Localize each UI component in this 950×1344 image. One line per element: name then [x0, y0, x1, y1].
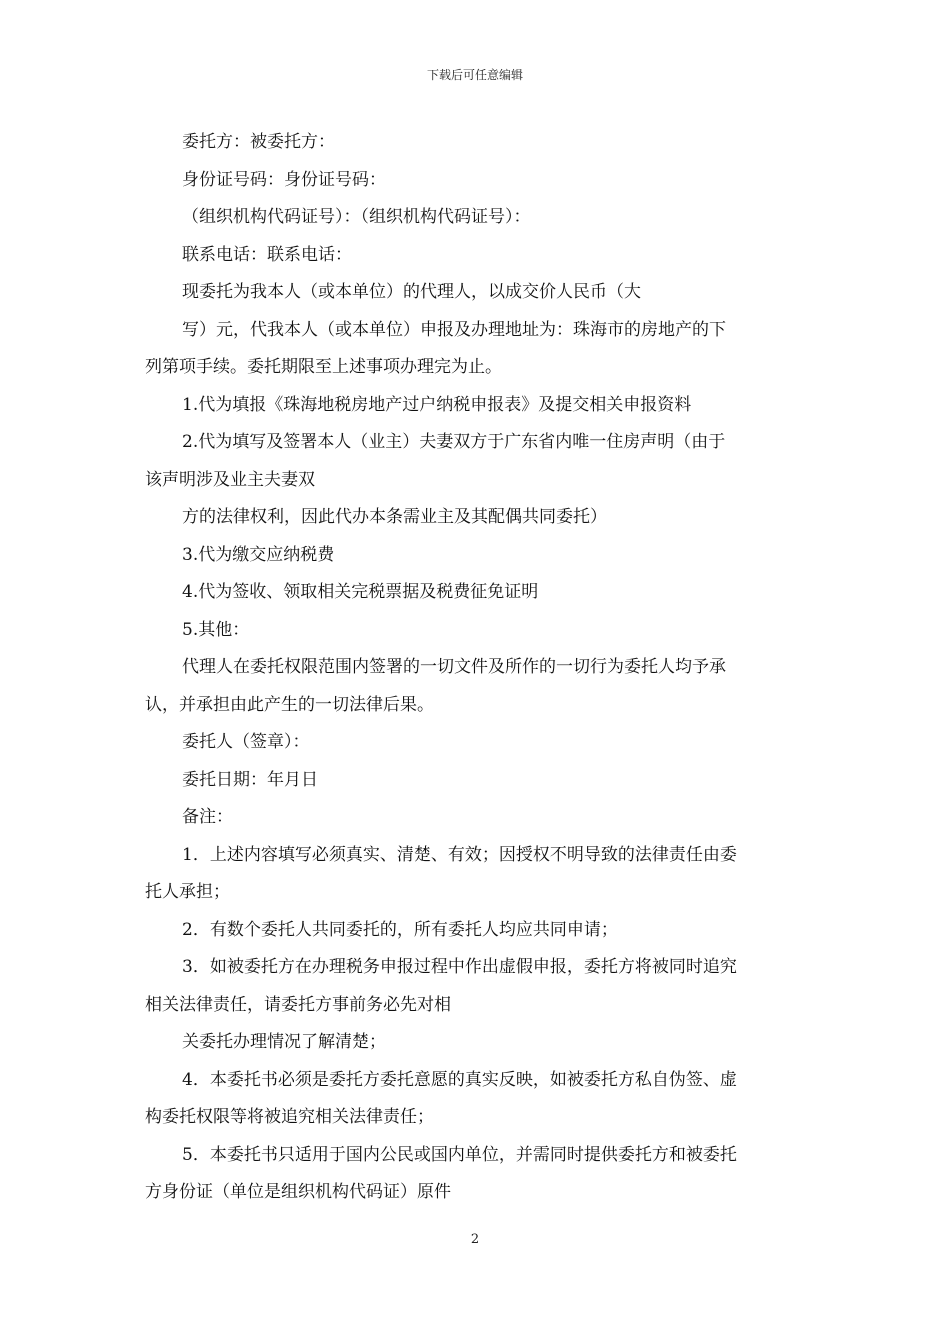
line-remark-4a: 4．本委托书必须是委托方委托意愿的真实反映，如被委托方私自伪签、虚	[182, 1069, 737, 1090]
line-phone: 联系电话：联系电话：	[182, 244, 352, 265]
line-org-code: （组织机构代码证号）：（组织机构代码证号）：	[182, 207, 531, 227]
line-item-2a: 2.代为填写及签署本人（业主）夫妻双方于广东省内唯一住房声明（由于	[182, 432, 726, 452]
line-authorization-3: 列第项手续。委托期限至上述事项办理完为止。	[145, 357, 502, 377]
line-item-3: 3.代为缴交应纳税费	[182, 544, 335, 565]
line-item-2c: 方的法律权利，因此代办本条需业主及其配偶共同委托）	[182, 507, 607, 527]
document-body	[145, 124, 810, 1212]
line-remark-1a: 1．上述内容填写必须真实、清楚、有效；因授权不明导致的法律责任由委	[182, 844, 737, 865]
line-liability-2: 认，并承担由此产生的一切法律后果。	[145, 694, 434, 715]
line-remark-1b: 托人承担；	[145, 882, 230, 902]
line-remark-4b: 构委托权限等将被追究相关法律责任；	[145, 1107, 434, 1127]
page-number: 2	[470, 1232, 480, 1247]
line-remarks-title: 备注：	[182, 807, 233, 827]
line-item-1: 1.代为填报《珠海地税房地产过户纳税申报表》及提交相关申报资料	[182, 394, 692, 415]
page-header: 下载后可任意编辑	[426, 68, 523, 82]
line-item-5: 5.其他：	[182, 619, 250, 640]
line-remark-5b: 方身份证（单位是组织机构代码证）原件	[145, 1182, 451, 1202]
line-item-2b: 该声明涉及业主夫妻双	[145, 469, 315, 490]
line-date: 委托日期：年月日	[182, 769, 318, 790]
line-remark-3b: 相关法律责任，请委托方事前务必先对相	[145, 994, 451, 1015]
line-remark-2: 2．有数个委托人共同委托的，所有委托人均应共同申请；	[182, 919, 618, 940]
line-item-4: 4.代为签收、领取相关完税票据及税费征免证明	[182, 582, 539, 602]
line-authorization-2: 写）元，代我本人（或本单位）申报及办理地址为：珠海市的房地产的下	[182, 319, 726, 340]
line-id-number: 身份证号码：身份证号码：	[182, 169, 386, 190]
line-principal-agent: 委托方：被委托方：	[182, 132, 335, 152]
line-remark-3c: 关委托办理情况了解清楚；	[182, 1032, 386, 1052]
line-liability-1: 代理人在委托权限范围内签署的一切文件及所作的一切行为委托人均予承	[182, 657, 726, 677]
line-remark-3a: 3．如被委托方在办理税务申报过程中作出虚假申报，委托方将被同时追究	[182, 957, 737, 977]
line-signature: 委托人（签章）：	[182, 732, 310, 752]
line-remark-5a: 5．本委托书只适用于国内公民或国内单位，并需同时提供委托方和被委托	[182, 1144, 737, 1165]
line-authorization-1: 现委托为我本人（或本单位）的代理人，以成交价人民币（大	[182, 282, 641, 302]
